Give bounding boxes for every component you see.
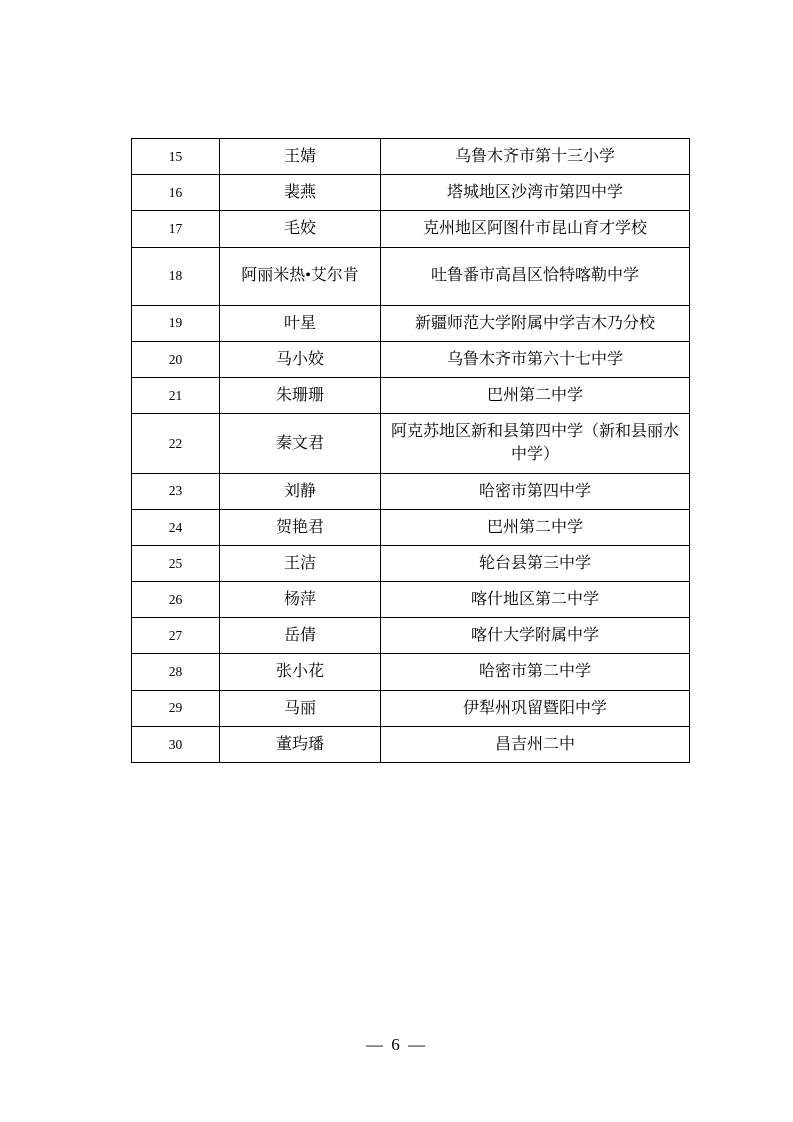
row-index-cell: 29	[132, 690, 220, 726]
table-row	[132, 726, 690, 762]
table-row	[132, 414, 690, 473]
row-index-cell: 15	[132, 139, 220, 175]
row-school-cell: 哈密市第四中学	[381, 473, 690, 509]
row-school-cell: 新疆师范大学附属中学吉木乃分校	[381, 305, 690, 341]
row-school-cell: 塔城地区沙湾市第四中学	[381, 175, 690, 211]
table-row	[132, 473, 690, 509]
row-index-cell: 19	[132, 305, 220, 341]
row-school-cell: 喀什大学附属中学	[381, 618, 690, 654]
row-index-cell: 22	[132, 414, 220, 473]
row-index-cell: 28	[132, 654, 220, 690]
table-row	[132, 247, 690, 305]
row-name-cell: 杨萍	[220, 582, 381, 618]
row-name-cell: 王洁	[220, 545, 381, 581]
row-name-cell: 马小姣	[220, 341, 381, 377]
row-name-cell: 朱珊珊	[220, 377, 381, 413]
table-row	[132, 175, 690, 211]
page-number: — 6 —	[366, 1035, 427, 1054]
table-row	[132, 305, 690, 341]
row-name-cell: 裴燕	[220, 175, 381, 211]
table-row	[132, 509, 690, 545]
row-index-cell: 27	[132, 618, 220, 654]
row-school-cell: 昌吉州二中	[381, 726, 690, 762]
row-index-cell: 16	[132, 175, 220, 211]
row-index-cell: 23	[132, 473, 220, 509]
row-school-cell: 巴州第二中学	[381, 509, 690, 545]
table-row	[132, 377, 690, 413]
row-school-cell: 吐鲁番市高昌区恰特喀勒中学	[381, 247, 690, 305]
row-school-cell: 乌鲁木齐市第六十七中学	[381, 341, 690, 377]
row-index-cell: 24	[132, 509, 220, 545]
table-row	[132, 654, 690, 690]
row-school-cell: 伊犁州巩留暨阳中学	[381, 690, 690, 726]
row-name-cell: 马丽	[220, 690, 381, 726]
table-row	[132, 690, 690, 726]
row-index-cell: 30	[132, 726, 220, 762]
row-name-cell: 董玙璠	[220, 726, 381, 762]
table-row	[132, 618, 690, 654]
row-school-cell: 喀什地区第二中学	[381, 582, 690, 618]
row-school-cell: 哈密市第二中学	[381, 654, 690, 690]
row-school-cell: 轮台县第三中学	[381, 545, 690, 581]
roster-table-container	[131, 138, 679, 763]
table-row	[132, 341, 690, 377]
roster-table-body	[132, 139, 690, 763]
row-name-cell: 秦文君	[220, 414, 381, 473]
row-name-cell: 毛姣	[220, 211, 381, 247]
row-school-cell: 巴州第二中学	[381, 377, 690, 413]
row-school-cell: 克州地区阿图什市昆山育才学校	[381, 211, 690, 247]
table-row	[132, 211, 690, 247]
table-row	[132, 545, 690, 581]
row-index-cell: 18	[132, 247, 220, 305]
row-index-cell: 21	[132, 377, 220, 413]
table-row	[132, 139, 690, 175]
row-name-cell: 王婧	[220, 139, 381, 175]
row-index-cell: 20	[132, 341, 220, 377]
row-name-cell: 叶星	[220, 305, 381, 341]
row-index-cell: 17	[132, 211, 220, 247]
row-name-cell: 贺艳君	[220, 509, 381, 545]
row-school-cell: 阿克苏地区新和县第四中学（新和县丽水中学）	[381, 414, 690, 473]
row-name-cell: 阿丽米热•艾尔肯	[220, 247, 381, 305]
row-index-cell: 26	[132, 582, 220, 618]
row-name-cell: 刘静	[220, 473, 381, 509]
row-school-cell: 乌鲁木齐市第十三小学	[381, 139, 690, 175]
row-name-cell: 岳倩	[220, 618, 381, 654]
row-index-cell: 25	[132, 545, 220, 581]
table-row	[132, 582, 690, 618]
row-name-cell: 张小花	[220, 654, 381, 690]
roster-table	[131, 138, 690, 763]
